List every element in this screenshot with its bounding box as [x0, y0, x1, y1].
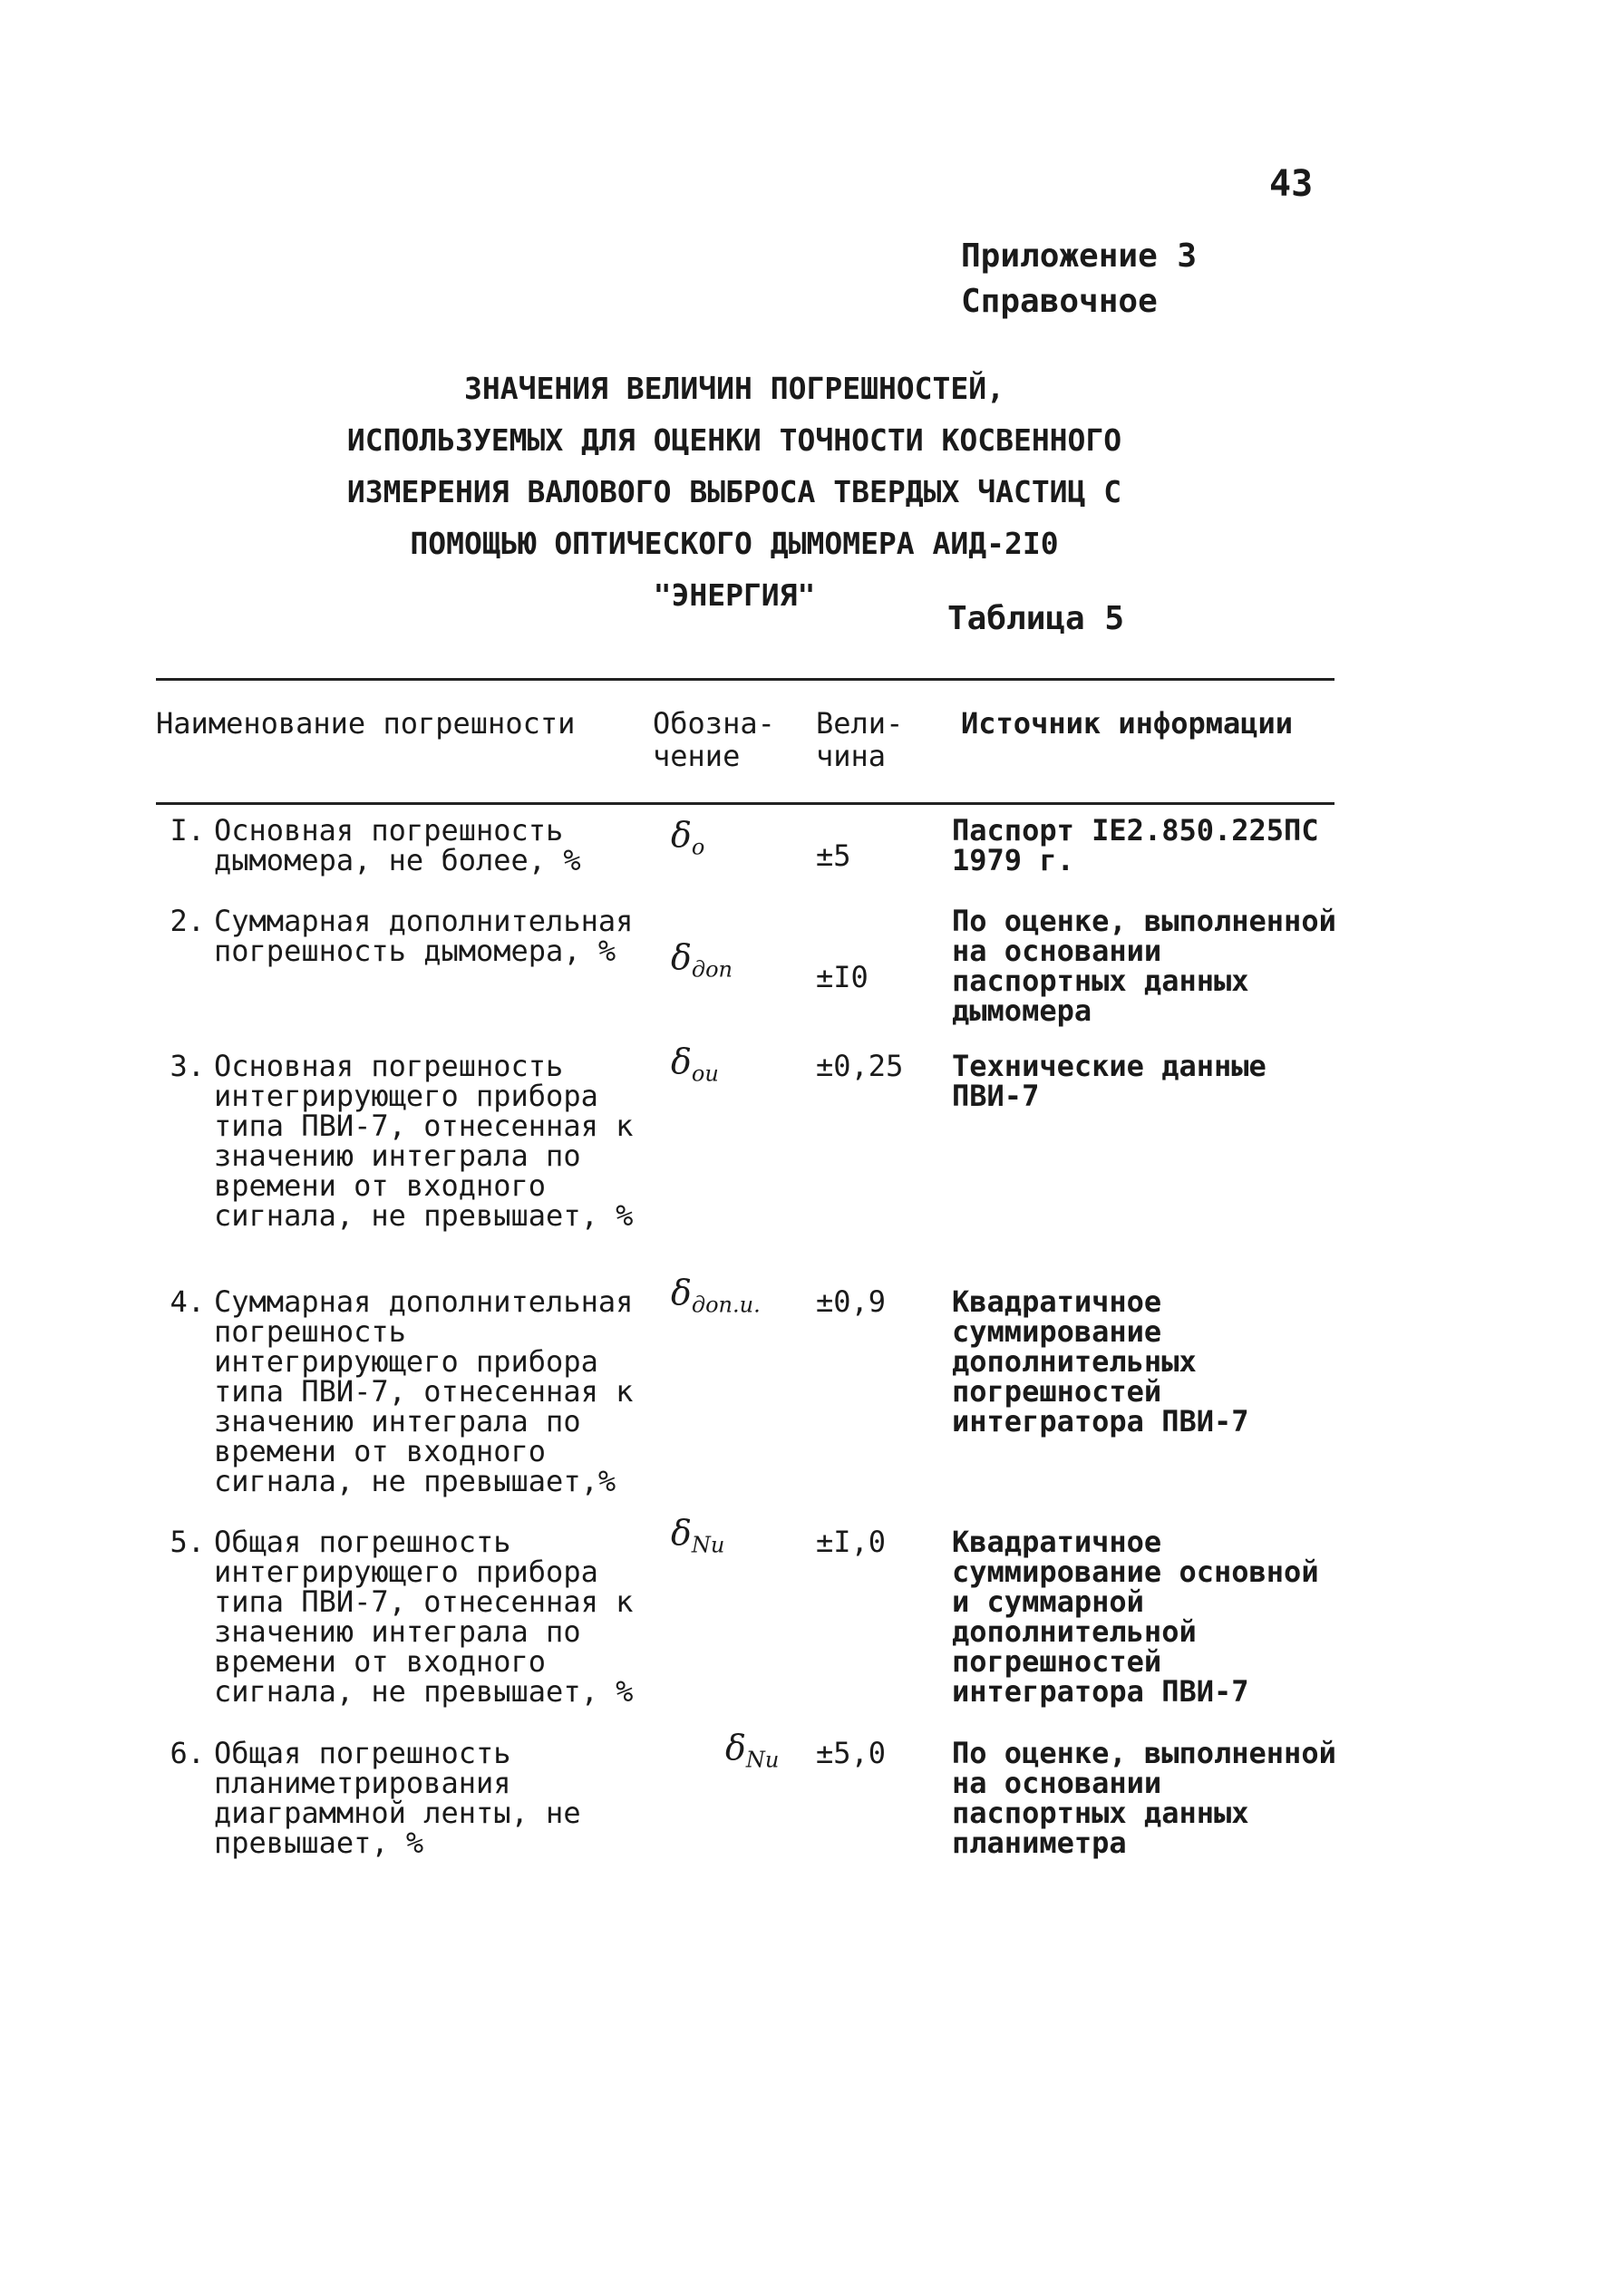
row-3-symbol-sub: ои	[691, 1061, 719, 1087]
row-4-symbol-sub: доп.и.	[691, 1292, 761, 1318]
header-value-line-1: Вели-	[816, 706, 904, 741]
row-1-symbol-sub: o	[691, 834, 705, 860]
table-header-rule	[156, 802, 1334, 805]
table-label: Таблица 5	[947, 600, 1125, 637]
title-line-5: "ЭНЕРГИЯ"	[653, 577, 816, 613]
row-2-name: Суммарная дополнительная погрешность дымомера, %	[214, 904, 634, 968]
row-4-symbol	[671, 1273, 807, 1321]
appendix-line-2: Справочное	[961, 283, 1158, 320]
row-5-name: Общая погрешность интегрирующего прибора типа ПВИ-7, отнесенная к значению интеграла по времени от входного сигнала, не превышает, %	[214, 1525, 634, 1709]
row-5-number: 5.	[170, 1525, 205, 1559]
row-1-name: Основная погрешность дымомера, не более, %	[214, 813, 581, 877]
row-5-symbol	[671, 1513, 807, 1561]
appendix-label	[961, 234, 1197, 325]
row-6-value: ±5,0	[816, 1736, 887, 1770]
title-line-4: ПОМОЩЬЮ ОПТИЧЕСКОГО ДЫМОМЕРА АИД-2I0	[410, 526, 1059, 561]
title-line-2: ИСПОЛЬЗУЕМЫХ ДЛЯ ОЦЕНКИ ТОЧНОСТИ КОСВЕННОГО	[346, 422, 1122, 458]
document-title	[272, 363, 1197, 621]
row-2-symbol	[671, 937, 807, 985]
header-source: Источник информации	[961, 706, 1294, 741]
row-3-number: 3.	[170, 1049, 205, 1083]
row-4-source: Квадратичное суммирование дополнительных погрешностей интегратора ПВИ-7	[952, 1284, 1249, 1439]
row-2-value: ±I0	[816, 960, 869, 994]
header-name: Наименование погрешности	[156, 706, 576, 741]
header-symbol-line-2: чение	[653, 739, 741, 773]
row-4-number: 4.	[170, 1284, 205, 1319]
row-3-value: ±0,25	[816, 1049, 904, 1083]
row-5-value: ±I,0	[816, 1525, 887, 1559]
row-5-symbol-base: δ	[671, 1513, 692, 1553]
row-5-symbol-sub: Nи	[691, 1532, 725, 1558]
row-4-name: Суммарная дополнительная погрешность интегрирующего прибора типа ПВИ-7, отнесенная к значению интеграла по времени от входного сигнала, не превышает,%	[214, 1284, 634, 1498]
row-3-name: Основная погрешность интегрирующего прибора типа ПВИ-7, отнесенная к значению интеграла по времени от входного сигнала, не превышает, %	[214, 1049, 634, 1233]
row-1-source: Паспорт IE2.850.225ПС 1979 г.	[952, 813, 1319, 877]
title-line-1: ЗНАЧЕНИЯ ВЕЛИЧИН ПОГРЕШНОСТЕЙ,	[463, 371, 1005, 406]
row-3-symbol-base: δ	[671, 1041, 692, 1081]
header-symbol	[653, 707, 775, 772]
row-1-symbol	[671, 815, 807, 863]
row-2-source: По оценке, выполненной на основании паспортных данных дымомера	[952, 904, 1336, 1028]
header-value	[816, 707, 903, 772]
row-6-symbol-base: δ	[725, 1728, 746, 1768]
row-1-value: ±5	[816, 838, 851, 873]
row-2-number: 2.	[170, 904, 205, 938]
row-3-symbol	[671, 1041, 807, 1090]
row-1-symbol-base: δ	[671, 815, 692, 855]
row-6-symbol-sub: Nи	[745, 1747, 780, 1773]
header-value-line-2: чина	[816, 739, 887, 773]
appendix-line-1: Приложение 3	[961, 237, 1198, 275]
row-2-symbol-sub: доп	[691, 956, 733, 983]
row-1-number: I.	[170, 813, 205, 848]
header-symbol-line-1: Обозна-	[653, 706, 775, 741]
title-line-3: ИЗМЕРЕНИЯ ВАЛОВОГО ВЫБРОСА ТВЕРДЫХ ЧАСТИЦ С	[346, 474, 1122, 509]
row-5-source: Квадратичное суммирование основной и суммарной дополнительной погрешностей интегратора ПВИ-7	[952, 1525, 1319, 1709]
page-number: 43	[1269, 163, 1314, 205]
row-6-name: Общая погрешность планиметрирования диаграммной ленты, не превышает, %	[214, 1736, 581, 1860]
row-6-source: По оценке, выполненной на основании паспортных данных планиметра	[952, 1736, 1336, 1860]
row-4-symbol-base: δ	[671, 1273, 692, 1313]
row-2-symbol-base: δ	[671, 937, 692, 977]
row-3-source: Технические данные ПВИ-7	[952, 1049, 1266, 1113]
row-4-value: ±0,9	[816, 1284, 887, 1319]
row-6-number: 6.	[170, 1736, 205, 1770]
table-top-rule	[156, 678, 1334, 681]
